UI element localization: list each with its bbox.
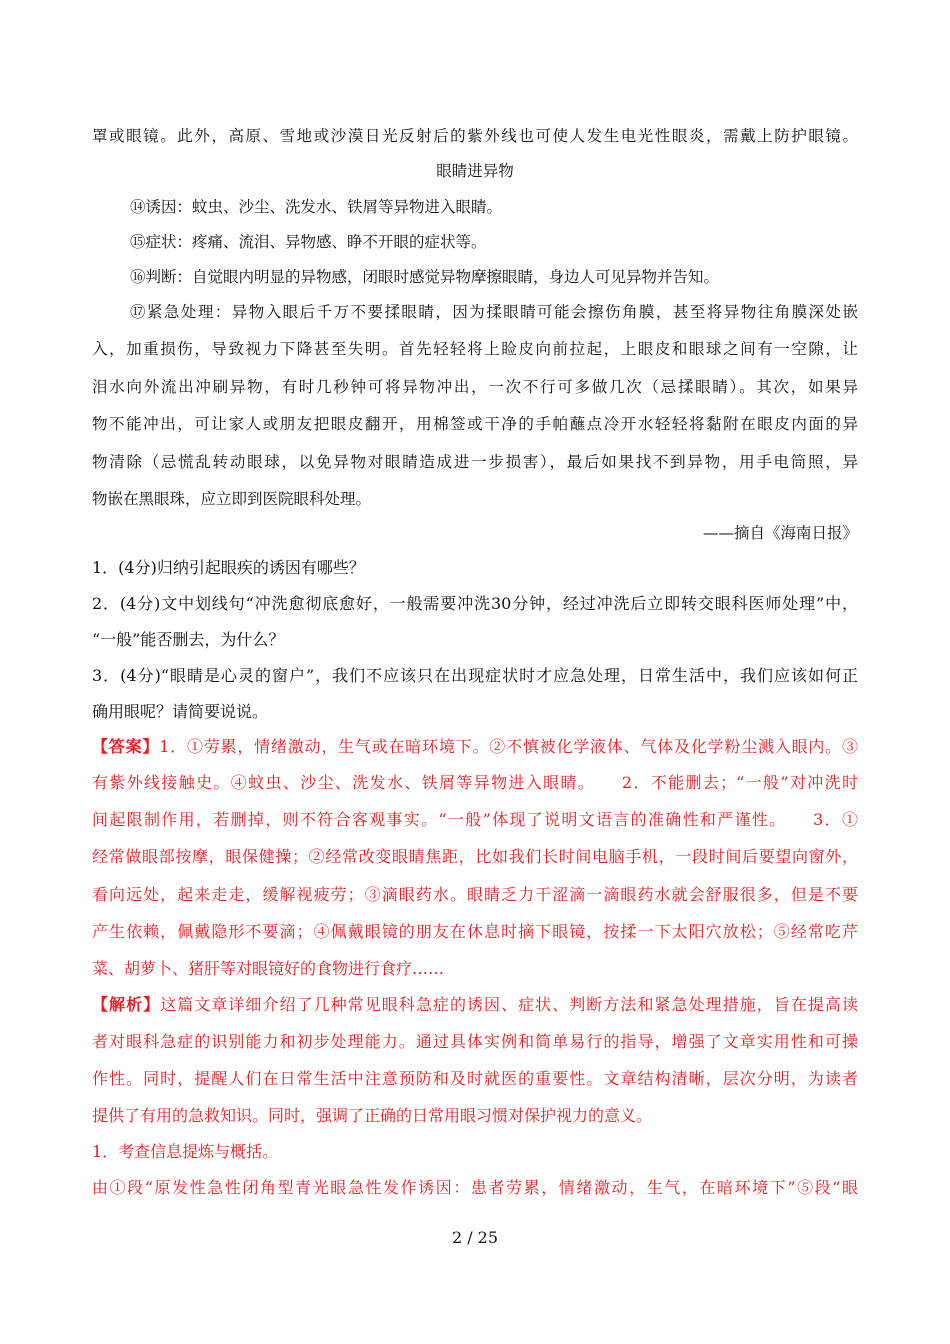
analysis-line: 者对眼科急症的识别能力和初步处理能力。通过具体实例和简单易行的指导，增强了文章实用性和可操 xyxy=(92,1032,858,1051)
answer-line: 有紫外线接触史。④蚊虫、沙尘、洗发水、铁屑等异物进入眼睛。 2．不能删去；“一般”对冲洗时 xyxy=(92,773,858,792)
question-2-line: “一般”能否删去，为什么？ xyxy=(92,630,285,649)
analysis-text: 这篇文章详细介绍了几种常见眼科急症的诱因、症状、判断方法和紧急处理措施，旨在提高读 xyxy=(160,995,858,1014)
paragraph-16: ⑯判断：自觉眼内明显的异物感，闭眼时感觉异物摩擦眼睛，身边人可见异物并告知。 xyxy=(130,268,720,286)
analysis-line xyxy=(92,995,858,1015)
answer-text: 1．①劳累，情绪激动，生气或在暗环境下。②不慎被化学液体、气体及化学粉尘溅入眼内。③ xyxy=(159,737,858,756)
analysis-line: 作性。同时，提醒人们在日常生活中注意预防和及时就医的重要性。文章结构清晰，层次分明，为读者 xyxy=(92,1069,858,1088)
answer-line: 菜、胡萝卜、猪肝等对眼镜好的食物进行食疗…… xyxy=(92,959,445,978)
question-1: 1．(4分)归纳引起眼疾的诱因有哪些？ xyxy=(92,558,365,577)
analysis-line: 1．考查信息提炼与概括。 xyxy=(92,1142,279,1161)
paragraph-15: ⑮症状：疼痛、流泪、异物感、睁不开眼的症状等。 xyxy=(130,233,487,251)
paragraph-17-line: 物不能冲出，可让家人或朋友把眼皮翻开，用棉签或干净的手帕蘸点冷开水轻轻将黏附在眼皮内面的异 xyxy=(92,415,858,433)
paragraph-14: ⑭诱因：蚊虫、沙尘、洗发水、铁屑等异物进入眼睛。 xyxy=(130,198,503,216)
question-3-line: 3．(4分)“眼睛是心灵的窗户”，我们不应该只在出现症状时才应急处理，日常生活中，我们应该如何正 xyxy=(92,666,858,685)
answer-label: 【答案】 xyxy=(92,737,160,756)
analysis-label: 【解析】 xyxy=(92,995,161,1014)
paragraph-17-line: 物清除（忌慌乱转动眼球，以免异物对眼睛造成进一步损害），最后如果找不到异物，用手电筒照，异 xyxy=(92,453,858,471)
analysis-line: 由①段“原发性急性闭角型青光眼急性发作诱因：患者劳累，情绪激动，生气，在暗环境下”⑤段“眼 xyxy=(92,1178,858,1197)
question-2-line: 2．(4分)文中划线句“冲洗愈彻底愈好，一般需要冲洗30分钟，经过冲洗后立即转交眼科医师处理”中， xyxy=(92,594,858,613)
answer-line: 经常做眼部按摩，眼保健操；②经常改变眼睛焦距，比如我们长时间电脑手机，一段时间后要望向窗外， xyxy=(92,847,858,866)
answer-line: 间起限制作用，若删掉，则不符合客观事实。“一般”体现了说明文语言的准确性和严谨性。 3．① xyxy=(92,810,858,829)
paragraph-17-line: 泪水向外流出冲刷异物，有时几秒钟可将异物冲出，一次不行可多做几次（忌揉眼睛）。其次，如果异 xyxy=(92,378,858,396)
analysis-line: 提供了有用的急救知识。同时，强调了正确的日常用眼习惯对保护视力的意义。 xyxy=(92,1106,653,1125)
answer-line xyxy=(92,737,858,757)
page-number: 2 / 25 xyxy=(451,1228,499,1247)
source-citation: ——摘自《海南日报》 xyxy=(702,524,858,542)
paragraph-17-line: 入，加重损伤，导致视力下降甚至失明。首先轻轻将上睑皮向前拉起，上眼皮和眼球之间有一空隙，让 xyxy=(92,340,858,358)
paragraph-17-line: ⑰紧急处理：异物入眼后千万不要揉眼睛，因为揉眼睛可能会擦伤角膜，甚至将异物往角膜深处嵌 xyxy=(130,303,858,321)
passage-intro-line: 罩或眼镜。此外，高原、雪地或沙漠日光反射后的紫外线也可使人发生电光性眼炎，需戴上防护眼镜。 xyxy=(92,127,858,145)
answer-line: 看向远处，起来走走，缓解视疲劳；③滴眼药水。眼睛乏力干涩滴一滴眼药水就会舒服很多，但是不要 xyxy=(92,885,858,904)
section-title: 眼睛进异物 xyxy=(436,162,514,180)
answer-line: 产生依赖，佩戴隐形不要滴；④佩戴眼镜的朋友在休息时摘下眼镜，按揉一下太阳穴放松；⑤经常吃芹 xyxy=(92,922,858,941)
paragraph-17-line: 物嵌在黑眼珠，应立即到医院眼科处理。 xyxy=(92,490,372,508)
question-3-line: 确用眼呢？请简要说说。 xyxy=(92,702,269,721)
